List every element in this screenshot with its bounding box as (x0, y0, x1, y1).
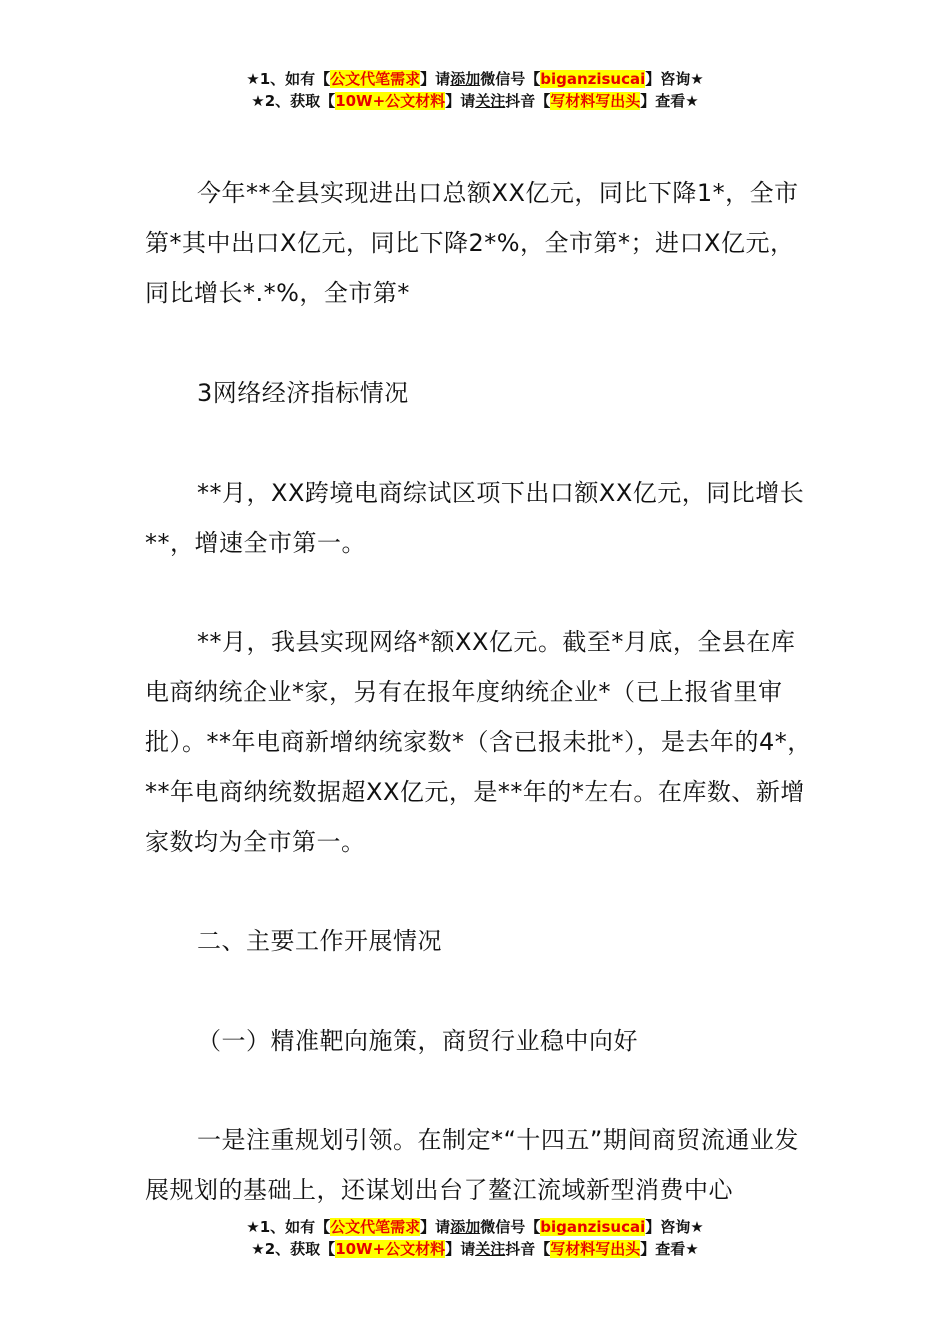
paragraph-import-export: 今年**全县实现进出口总额XX亿元，同比下降1*，全市第*其中出口X亿元，同比下降2*%，全市第*；进口X亿元，同比增长*.*%，全市第* (145, 179, 799, 307)
banner-text: 】请 (445, 92, 476, 110)
banner-highlight: 10W+公文材料 (335, 92, 446, 110)
banner-text: 微信号【 (480, 70, 541, 88)
banner-text: 】咨询★ (645, 1218, 704, 1236)
document-body (145, 1016, 815, 1066)
banner-text: ★1、如有【 (246, 70, 331, 88)
document-body (145, 916, 815, 966)
banner-text: 】咨询★ (645, 70, 704, 88)
banner-highlight: 公文代笔需求 (330, 70, 421, 88)
banner-line-1 (0, 1216, 950, 1238)
banner-highlight: biganzisucai (540, 70, 646, 88)
banner-text: 】查看★ (640, 92, 699, 110)
document-body (145, 368, 815, 418)
banner-highlight: 写材料写出头 (550, 1240, 641, 1258)
banner-text: 抖音【 (505, 1240, 551, 1258)
banner-underline: 关注 (475, 92, 506, 110)
paragraph-network-sales: **月，我县实现网络*额XX亿元。截至*月底，全县在库电商纳统企业*家，另有在报年度纳统企业*（已上报省里审批）。**年电商新增纳统家数*（含已报未批*），是去年的4*，**年电商纳统数据超XX亿元，是**年的*左右。在库数、新增家数均为全市第一。 (145, 628, 812, 856)
banner-text: 】请 (420, 1218, 451, 1236)
paragraph-planning-guidance: 一是注重规划引领。在制定*“十四五”期间商贸流通业发展规划的基础上，还谋划出台了鳌江流域新型消费中心 (145, 1126, 799, 1204)
subsection-heading-precise-policy: （一）精准靶向施策，商贸行业稳中向好 (197, 1027, 638, 1055)
paragraph-cross-border-ecommerce: **月，XX跨境电商综试区项下出口额XX亿元，同比增长**，增速全市第一。 (145, 479, 805, 557)
banner-text: 】请 (420, 70, 451, 88)
banner-line-2 (0, 1238, 950, 1260)
banner-text: 抖音【 (505, 92, 551, 110)
banner-underline: 关注 (475, 1240, 506, 1258)
section-heading-network-economy: 3网络经济指标情况 (197, 379, 409, 407)
banner-text: ★2、获取【 (251, 1240, 336, 1258)
banner-text: ★2、获取【 (251, 92, 336, 110)
banner-highlight: 公文代笔需求 (330, 1218, 421, 1236)
banner-text: 】请 (445, 1240, 476, 1258)
banner-underline: 添加 (450, 70, 481, 88)
document-body (145, 168, 815, 318)
banner-text: 】查看★ (640, 1240, 699, 1258)
document-body (145, 468, 815, 568)
document-body (145, 617, 815, 867)
banner-highlight: biganzisucai (540, 1218, 646, 1236)
banner-highlight: 10W+公文材料 (335, 1240, 446, 1258)
footer-banner (0, 1216, 950, 1260)
banner-text: ★1、如有【 (246, 1218, 331, 1236)
section-heading-main-work: 二、主要工作开展情况 (197, 927, 442, 955)
header-banner (0, 68, 950, 112)
banner-highlight: 写材料写出头 (550, 92, 641, 110)
banner-text: 微信号【 (480, 1218, 541, 1236)
banner-line-2 (0, 90, 950, 112)
document-body (145, 1115, 815, 1215)
banner-underline: 添加 (450, 1218, 481, 1236)
banner-line-1 (0, 68, 950, 90)
